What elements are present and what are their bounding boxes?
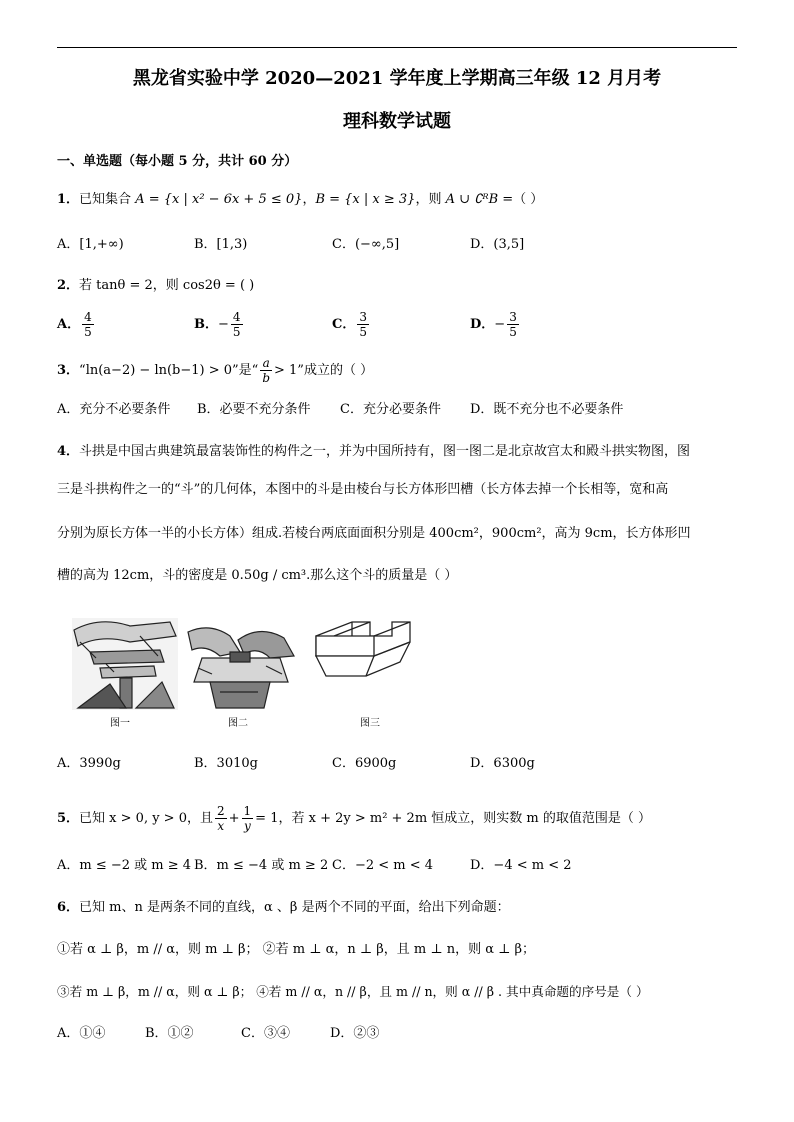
fraction: $\frac{4}{5}$ (232, 310, 241, 339)
question-6-propositions-1: ①若 α ⊥ β，m // α，则 m ⊥ β； ②若 m ⊥ α，n ⊥ β，且 m ⊥ n，则 α ⊥ β； (57, 942, 535, 957)
question-1: 1．已知集合 A = {x | x² − 6x + 5 ≤ 0}，B = {x | x ≥ 3}，则 A ∪ ∁ᴿB =（ ） (57, 192, 544, 207)
option-a[interactable]: A．m ≤ −2 或 m ≥ 4 (57, 858, 192, 873)
option-a[interactable]: A．3990g (57, 756, 121, 771)
option-b[interactable]: B．3010g (194, 756, 258, 771)
option-c[interactable]: C．6900g (332, 756, 397, 771)
question-text: 已知 m、n 是两条不同的直线，α 、β 是两个不同的平面，给出下列命题： (79, 900, 510, 915)
question-6-options (57, 1024, 477, 1044)
question-6-propositions-2: ③若 m ⊥ β，m // α，则 α ⊥ β； ④若 m // α，n // β，且 m // n，则 α // β . 其中真命题的序号是（ ） (57, 984, 649, 999)
question-text: 若 tanθ = 2，则 cos2θ = ( ) (79, 278, 255, 293)
question-4-line-4: 槽的高为 12cm，斗的密度是 0.50g / cm³.那么这个斗的质量是（ ） (57, 568, 458, 583)
option-c[interactable]: C． $\frac{3}{5}$ (332, 310, 367, 339)
question-4-line-3: 分别为原长方体一半的小长方体）组成.若棱台两底面面积分别是 400cm²，900cm²，高为 9cm，长方体形凹 (57, 526, 691, 541)
figure-3-drawing (316, 622, 410, 676)
option-b[interactable]: B．[1,3) (194, 237, 248, 252)
question-6 (57, 898, 510, 918)
figure-2-image (188, 628, 294, 708)
question-3-options (57, 400, 737, 420)
question-5: 5．已知 x > 0, y > 0，且 $\frac{2}{x}$ + $\frac{1}{y}$ = 1，若 x + 2y > m² + 2m 恒成立，则实数 m 的取值范围是（ ） (57, 804, 652, 833)
question-1-options (57, 235, 737, 255)
question-2-options (57, 310, 737, 346)
fraction: $\frac{4}{5}$ (84, 310, 92, 339)
question-number: 5． (57, 811, 80, 826)
fraction: $\frac{3}{5}$ (359, 310, 367, 339)
fraction: $\frac{a}{b}$ (262, 356, 271, 385)
set-b: B = {x | x ≥ 3} (315, 192, 416, 207)
dougong-figures (70, 612, 450, 732)
figure-1-image (72, 618, 178, 710)
option-d[interactable]: D．6300g (470, 756, 535, 771)
option-c[interactable]: C．充分必要条件 (340, 402, 441, 417)
option-a[interactable]: A．充分不必要条件 (57, 402, 171, 417)
option-d[interactable]: D．②③ (330, 1026, 380, 1041)
section-heading: 一、单选题（每小题 5 分，共计 60 分） (57, 154, 298, 169)
option-d[interactable]: D．− $\frac{3}{5}$ (470, 310, 517, 339)
question-5-options (57, 856, 737, 876)
question-4-line-2: 三是斗拱构件之一的“斗”的几何体，本图中的斗是由棱台与长方体形凹槽（长方体去掉一个长相等，宽和高 (57, 482, 669, 497)
fraction: $\frac{2}{x}$ (216, 804, 225, 833)
option-b[interactable]: B．m ≤ −4 或 m ≥ 2 (194, 858, 329, 873)
option-c[interactable]: C．(−∞,5] (332, 237, 400, 252)
question-4-line-1: 4．斗拱是中国古典建筑最富装饰性的构件之一，并为中国所持有，图一图二是北京故宫太和殿斗拱实物图，图 (57, 444, 691, 459)
option-d[interactable]: D．(3,5] (470, 237, 525, 252)
question-number: 2． (57, 278, 80, 293)
question-3: 3．“ln(a−2) − ln(b−1) > 0”是“ $\frac{a}{b}$ > 1”成立的（ ） (57, 356, 374, 385)
option-b[interactable]: B．− $\frac{4}{5}$ (194, 310, 241, 339)
option-a[interactable]: A．[1,+∞) (57, 237, 124, 252)
option-c[interactable]: C．−2 < m < 4 (332, 858, 434, 873)
exam-subtitle: 理科数学试题 (343, 111, 451, 132)
option-a[interactable]: A． $\frac{4}{5}$ (57, 310, 92, 339)
fraction: $\frac{1}{y}$ (243, 804, 252, 833)
question-number: 6． (57, 900, 80, 915)
header-rule (57, 47, 737, 48)
option-c[interactable]: C．③④ (241, 1026, 290, 1041)
exam-title: 黑龙省实验中学 2020—2021 学年度上学期高三年级 12 月月考 (132, 68, 662, 89)
option-b[interactable]: B．必要不充分条件 (197, 402, 311, 417)
option-d[interactable]: D．−4 < m < 2 (470, 858, 572, 873)
answer-blank: （ ） (513, 192, 544, 207)
option-b[interactable]: B．①② (145, 1026, 194, 1041)
figure-caption: 图二 (228, 718, 248, 729)
option-d[interactable]: D．既不充分也不必要条件 (470, 402, 624, 417)
question-2 (57, 276, 254, 296)
question-number: 4． (57, 444, 80, 459)
set-a: A = {x | x² − 6x + 5 ≤ 0} (135, 192, 303, 207)
question-4-options (57, 754, 737, 774)
fraction: $\frac{3}{5}$ (509, 310, 517, 339)
option-a[interactable]: A．①④ (57, 1026, 106, 1041)
question-number: 1． (57, 192, 80, 207)
question-number: 3． (57, 363, 80, 378)
figure-caption: 图一 (110, 718, 130, 729)
set-expression: A ∪ ∁ᴿB = (445, 192, 514, 207)
figure-caption: 图三 (360, 718, 380, 729)
